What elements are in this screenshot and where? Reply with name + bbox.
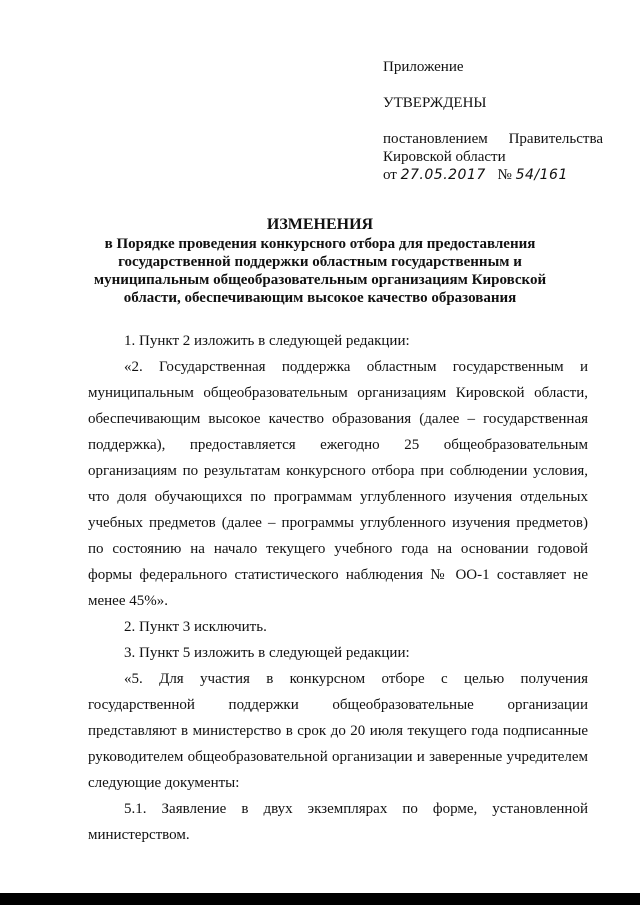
approved-label: УТВЕРЖДЕНЫ	[383, 95, 487, 111]
handwritten-number: 54/161	[515, 167, 568, 183]
decree-line	[383, 130, 603, 148]
paragraph-4: 3. Пункт 5 изложить в следующей редакции:	[124, 645, 410, 661]
from-label: от	[383, 167, 397, 183]
paragraph-6: 5.1. Заявление в двух экземплярах по форме, установленной министерством.	[88, 801, 588, 843]
appendix-label: Приложение	[383, 59, 464, 75]
paragraph-5: «5. Для участия в конкурсном отборе с целью получения государственной поддержки общеобразовательные организации представляют в министерство в срок до 20 июля текущего года подписанные руководителем общеобразовательной организации и заверенные учредителем следующие документы:	[88, 671, 588, 791]
heading-line-4: области, обеспечивающим высокое качество образования	[123, 290, 517, 306]
paragraph-2: «2. Государственная поддержка областным государственным и муниципальным общеобразовательным организациям Кировской области, обеспечивающим высокое качество образования (далее – государственная поддержка), предоставляется ежегодно 25 общеобразовательным организациям по результатам конкурсного отбора при соблюдении условия, что доля обучающихся по программам углубленного изучения отдельных учебных предметов (далее – программы углубленного изучения предметов) по состоянию на начало текущего учебного года на основании годовой формы федерального статистического наблюдения № ОО-1 составляет не менее 45%».	[88, 359, 588, 609]
heading-line-2: государственной поддержки областным государственным и	[118, 254, 522, 270]
number-label: №	[497, 167, 512, 183]
paragraph-3: 2. Пункт 3 исключить.	[124, 619, 267, 635]
handwritten-date: 27.05.2017	[400, 167, 486, 183]
approval-block	[383, 58, 603, 184]
document-heading	[90, 216, 550, 307]
heading-line-1: в Порядке проведения конкурсного отбора для предоставления	[104, 236, 536, 252]
paragraph-1: 1. Пункт 2 изложить в следующей редакции:	[124, 333, 410, 349]
heading-line-3: муниципальным общеобразовательным организациям Кировской	[93, 272, 547, 288]
region-label: Кировской области	[383, 149, 506, 165]
date-number-line	[383, 166, 603, 184]
government-word: Правительства	[508, 131, 603, 147]
decree-word: постановлением	[383, 131, 488, 147]
document-body	[88, 328, 588, 848]
scan-edge-strip	[0, 893, 640, 905]
heading-title: ИЗМЕНЕНИЯ	[266, 216, 374, 233]
